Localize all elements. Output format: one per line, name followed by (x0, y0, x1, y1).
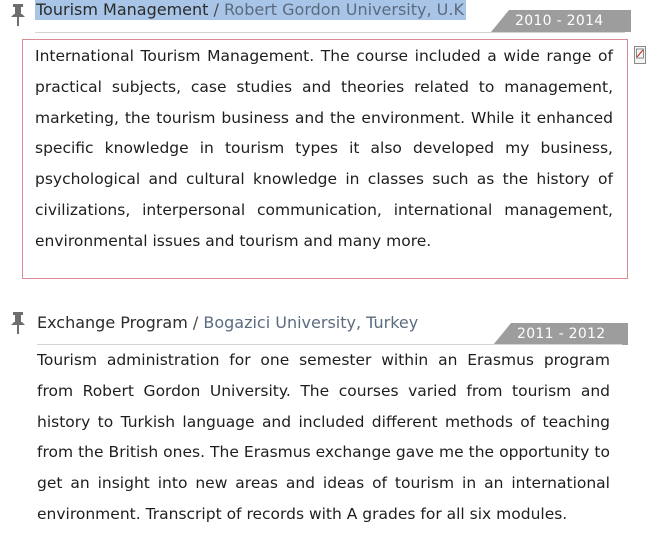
date-range-tab: 2011 - 2012 (511, 323, 628, 345)
title-divider (35, 32, 625, 33)
entry-title-line[interactable] (37, 313, 418, 333)
selection-highlight (35, 0, 466, 20)
title-separator: / (192, 313, 199, 332)
degree-title: Exchange Program (37, 313, 188, 332)
degree-title: Tourism Management (36, 0, 209, 19)
entry-title-line[interactable] (35, 0, 466, 20)
pin-icon (10, 4, 26, 26)
institution-name: Robert Gordon University, U.K (224, 0, 464, 19)
title-separator: / (213, 0, 219, 19)
date-range-tab: 2010 - 2014 (509, 10, 631, 32)
edit-icon[interactable] (634, 46, 646, 64)
education-entry (0, 306, 646, 532)
institution-name: Bogazici University, Turkey (203, 313, 419, 332)
pin-icon (10, 312, 26, 334)
description-text: Tourism administration for one semester within an Erasmus program from Robert Gordon University. The courses varied from tourism and history to Turkish language and included different methods of teaching from the British ones. The Erasmus exchange gave me the opportunity to get an insight into new areas and ideas of tourism in an international environment. Transcript of records with A grades for all six modules. (37, 351, 610, 523)
description-editor[interactable]: International Tourism Management. The course included a wide range of practical subjects, case studies and theories related to management, marketing, the tourism business and the environment. While it enhanced specific knowledge in tourism types it also developed my business, psychological and cultural knowledge in classes such as the history of civilizations, interpersonal communication, international management, environmental issues and tourism and many more. (22, 39, 628, 279)
